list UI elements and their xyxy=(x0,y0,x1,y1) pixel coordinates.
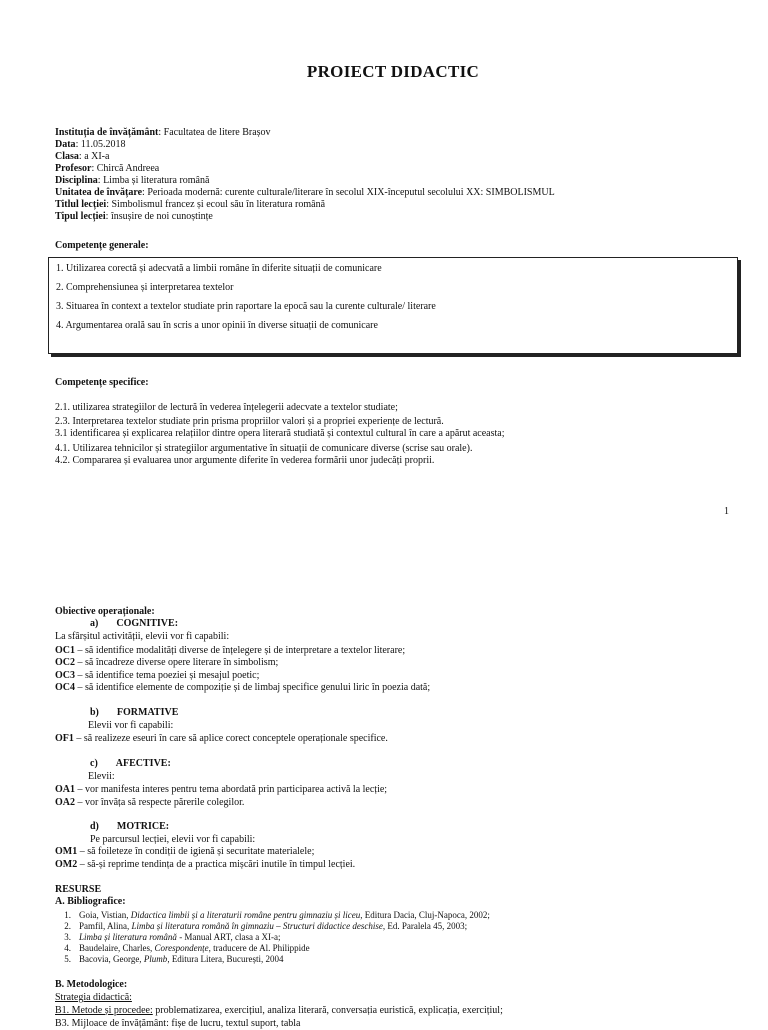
item-title: Limba și literatura română în gimnaziu – Structuri didactice deschise xyxy=(131,921,383,931)
info-label: Unitatea de învățare xyxy=(55,187,143,198)
bibliography-item xyxy=(55,953,284,965)
objective-item xyxy=(55,797,244,809)
methodology-heading: B. Metodologice: xyxy=(55,979,128,990)
affective-intro: Elevii: xyxy=(88,771,115,782)
item-publisher: , Ed. Paralela 45, 2003; xyxy=(382,921,468,931)
info-institution: Instituția de învățământ: Facultatea de litere Brașov xyxy=(55,127,271,138)
objective-item xyxy=(55,784,387,796)
affective-heading xyxy=(90,758,171,770)
bibliography-heading: A. Bibliografice: xyxy=(55,896,126,907)
objective-item xyxy=(55,670,259,682)
info-unit: Unitatea de învățare: Perioada modernă: curente culturale/literare în secolul XIX-începutul secolului XX: SIMBOLISMUL xyxy=(55,187,555,198)
item-author: Bacovia, George, xyxy=(79,954,144,964)
general-competence-item: 2. Comprehensiunea și interpretarea textelor xyxy=(56,282,234,293)
item-number: 1. xyxy=(64,910,71,920)
section-label: MOTRICE: xyxy=(116,821,170,832)
objectives-heading: Obiective operaționale: xyxy=(55,606,155,617)
info-lesson-title: Titlul lecției: Simbolismul francez și ecoul său în literatura română xyxy=(55,199,326,210)
info-value: 11.05.2018 xyxy=(80,139,126,150)
page-number: 1 xyxy=(724,506,729,517)
objective-text: – să identifice modalități diverse de înțelegere și de interpretare a textelor literare; xyxy=(75,645,406,656)
page-title: PROIECT DIDACTIC xyxy=(306,62,480,81)
objective-code: OC3 xyxy=(55,670,75,681)
info-value: însușire de noi cunoștințe xyxy=(110,211,213,222)
section-marker: b) xyxy=(90,707,99,718)
info-label: Instituția de învățământ xyxy=(55,127,159,138)
objective-item xyxy=(55,859,355,871)
objective-code: OC4 xyxy=(55,682,75,693)
item-author: Pamfil, Alina, xyxy=(79,921,132,931)
objective-text: – vor învăța să respecte părerile colegilor. xyxy=(75,797,245,808)
item-publisher: , Editura Dacia, Cluj-Napoca, 2002; xyxy=(360,910,490,920)
objective-code: OA1 xyxy=(55,784,75,795)
objective-code: OM1 xyxy=(55,846,78,857)
objective-item xyxy=(55,846,314,858)
info-label: Profesor xyxy=(55,163,92,174)
specific-competence-item: 3.1 identificarea și explicarea relațiilor dintre opera literară studiată și contextul cultural în care a apărut aceasta; xyxy=(55,428,505,439)
motor-intro: Pe parcursul lecției, elevii vor fi capabili: xyxy=(90,834,256,845)
cognitive-heading xyxy=(90,618,178,630)
item-title: Limba și literatura română xyxy=(79,932,177,942)
info-label: Data xyxy=(55,139,76,150)
info-label: Titlul lecției xyxy=(55,199,107,210)
item-author: Baudelaire, Charles, xyxy=(79,943,155,953)
item-author: Goia, Vistian, xyxy=(79,910,131,920)
general-competence-item: 3. Situarea în context a textelor studiate prin raportare la epocă sau la curente culturale/ literare xyxy=(56,301,436,312)
objective-text: – vor manifesta interes pentru tema abordată prin participarea activă la lecție; xyxy=(75,784,388,795)
info-class: Clasa: a XI-a xyxy=(55,151,110,162)
methods-label: B1. Metode și procedee: xyxy=(55,1005,153,1016)
general-competences-box xyxy=(48,257,738,354)
item-title: Corespondențe xyxy=(154,943,209,953)
info-label: Clasa xyxy=(55,151,79,162)
objective-code: OA2 xyxy=(55,797,75,808)
section-marker: d) xyxy=(90,821,99,832)
objective-text: – să identifice elemente de compoziție și de limbaj specifice genului liric în poezia dată; xyxy=(75,682,431,693)
objective-text: – să încadreze diverse opere literare în simbolism; xyxy=(75,657,279,668)
objective-code: OC2 xyxy=(55,657,75,668)
objective-code: OM2 xyxy=(55,859,78,870)
info-label: Disciplina xyxy=(55,175,98,186)
general-competences-heading: Competențe generale: xyxy=(55,240,149,251)
section-label: AFECTIVE: xyxy=(115,758,171,769)
info-value: Limba și literatura română xyxy=(103,175,210,186)
resources-heading: RESURSE xyxy=(55,884,102,895)
teaching-means-line: B3. Mijloace de învățământ: fișe de lucru, textul suport, tabla xyxy=(55,1018,301,1029)
objective-item xyxy=(55,657,278,669)
info-lesson-type: Tipul lecției: însușire de noi cunoștințe xyxy=(55,211,213,222)
info-date: Data: 11.05.2018 xyxy=(55,139,126,150)
methods-line xyxy=(55,1005,503,1017)
info-value: Facultatea de litere Brașov xyxy=(163,127,271,138)
section-marker: c) xyxy=(90,758,98,769)
specific-competence-item: 4.1. Utilizarea tehnicilor și strategiilor argumentative în situații de comunicare diverse (scrise sau orale). xyxy=(55,443,473,454)
item-publisher: , traducere de Al. Philippide xyxy=(208,943,310,953)
motor-heading xyxy=(90,821,169,833)
section-label: COGNITIVE: xyxy=(116,618,179,629)
specific-competence-item: 2.1. utilizarea strategiilor de lectură în vederea înțelegerii adecvate a textelor studiate; xyxy=(55,402,398,413)
specific-competences-heading: Competențe specifice: xyxy=(55,377,149,388)
specific-competence-item: 2.3. Interpretarea textelor studiate prin prisma propriilor valori și a propriei experiențe de lectură. xyxy=(55,416,444,427)
info-value: a XI-a xyxy=(84,151,110,162)
info-teacher: Profesor: Chircă Andreea xyxy=(55,163,160,174)
objective-text: – să identifice tema poeziei și mesajul poetic; xyxy=(75,670,260,681)
info-label: Tipul lecției xyxy=(55,211,106,222)
objective-item xyxy=(55,733,388,745)
objective-code: OC1 xyxy=(55,645,75,656)
section-label: FORMATIVE xyxy=(116,707,179,718)
info-discipline: Disciplina: Limba și literatura română xyxy=(55,175,210,186)
objective-text: – să foileteze în condiții de igienă și securitate materialele; xyxy=(77,846,315,857)
objective-text: – să-și reprime tendința de a practica mișcări inutile în timpul lecției. xyxy=(77,859,356,870)
specific-competence-item: 4.2. Compararea și evaluarea unor argumente diferite în vederea formării unor judecăți proprii. xyxy=(55,455,435,466)
objective-text: – să realizeze eseuri în care să aplice corect conceptele operaționale specifice. xyxy=(73,733,388,744)
section-marker: a) xyxy=(90,618,99,629)
didactic-strategy: Strategia didactică: xyxy=(55,992,132,1003)
general-competence-item: 4. Argumentarea orală sau în scris a unor opinii în diverse situații de comunicare xyxy=(56,320,378,331)
item-number: 3. xyxy=(64,932,71,942)
item-publisher: - Manual ART, clasa a XI-a; xyxy=(176,932,281,942)
info-value: Simbolismul francez și ecoul său în literatura română xyxy=(111,199,326,210)
item-title: Plumb xyxy=(143,954,168,964)
info-value: Chircă Andreea xyxy=(96,163,160,174)
item-title: Didactica limbii și a literaturii române pentru gimnaziu și liceu xyxy=(130,910,361,920)
item-number: 5. xyxy=(64,954,71,964)
item-number: 4. xyxy=(64,943,71,953)
methods-text: problematizarea, exercițiul, analiza literară, conversația euristică, explicația, exercițiul; xyxy=(152,1005,503,1016)
general-competence-item: 1. Utilizarea corectă și adecvată a limbii române în diferite situații de comunicare xyxy=(56,263,382,274)
item-number: 2. xyxy=(64,921,71,931)
formative-heading xyxy=(90,707,178,719)
objective-code: OF1 xyxy=(55,733,74,744)
info-value: Perioada modernă: curente culturale/literare în secolul XIX-începutul secolului XX: SIMBOLISMUL xyxy=(147,187,555,198)
cognitive-intro: La sfârșitul activității, elevii vor fi capabili: xyxy=(55,631,230,642)
objective-item xyxy=(55,682,430,694)
objective-item xyxy=(55,645,405,657)
formative-intro: Elevii vor fi capabili: xyxy=(88,720,174,731)
item-publisher: , Editura Litera, București, 2004 xyxy=(167,954,284,964)
